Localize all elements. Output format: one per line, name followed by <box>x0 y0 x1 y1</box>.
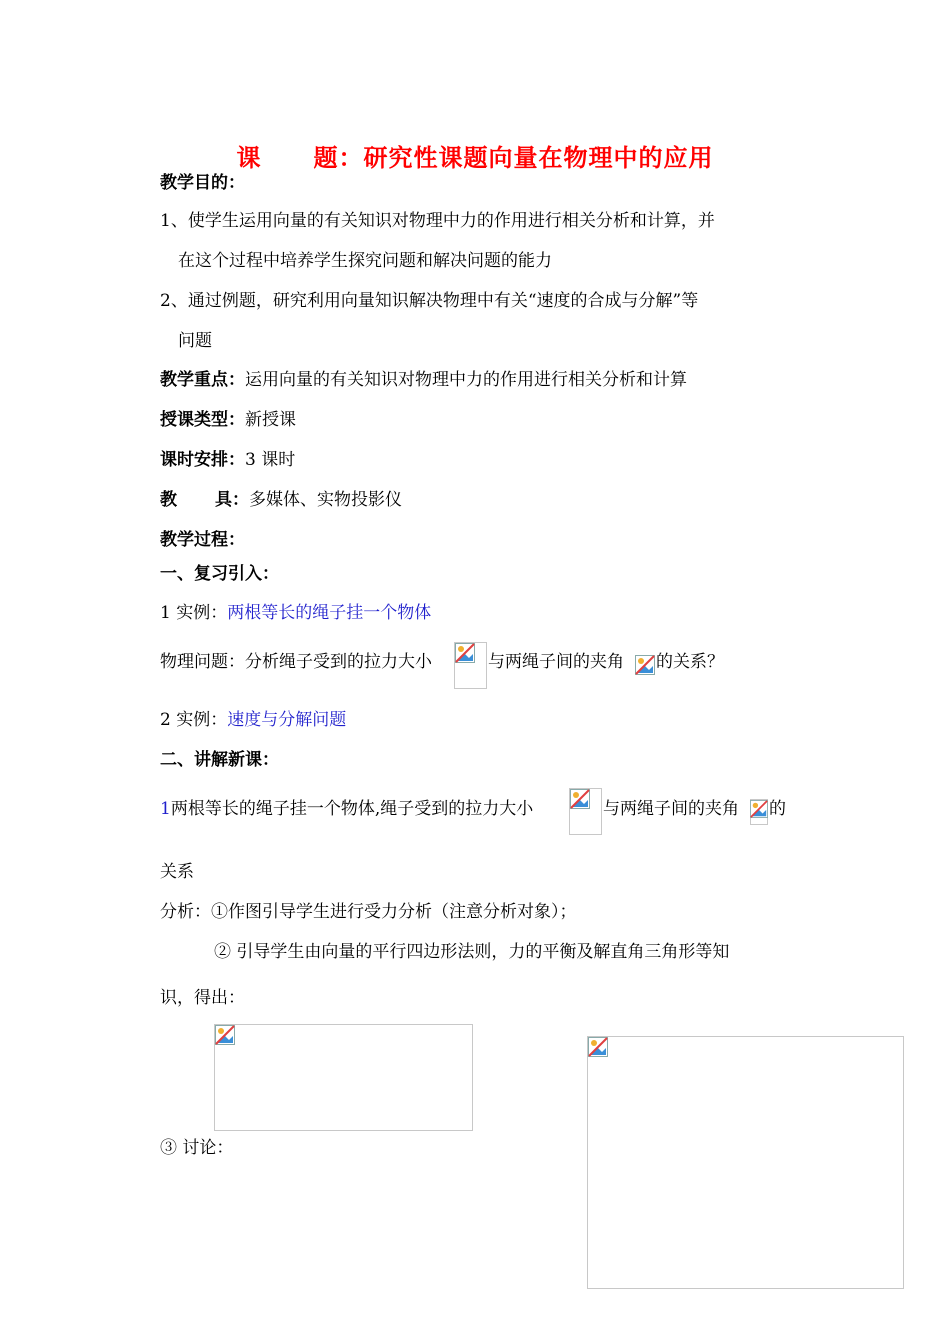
item-1-row-text-1 <box>160 797 533 821</box>
example-2-text: 速度与分解问题 <box>227 710 347 730</box>
lesson-type-row <box>160 408 296 432</box>
objective-2-line-1: 2、通过例题，研究利用向量知识解决物理中有关“速度的合成与分解”等 <box>160 291 699 311</box>
example-1-text: 两根等长的绳子挂一个物体 <box>227 603 432 623</box>
broken-image-icon <box>455 643 475 663</box>
lesson-type-text: 新授课 <box>245 410 296 430</box>
item-1-text-1: 两根等长的绳子挂一个物体,绳子受到的拉力大小 <box>170 799 534 819</box>
process-label: 教学过程： <box>160 530 245 550</box>
analysis-line-2-continuation: 识，得出： <box>160 988 245 1008</box>
broken-image-icon <box>750 800 768 818</box>
objective-2-line-2: 问题 <box>178 331 212 351</box>
tools-row <box>160 488 402 512</box>
schedule-row <box>160 448 295 472</box>
item-1-text-3: 的 <box>769 799 786 819</box>
broken-image-icon <box>215 1025 235 1045</box>
problem-row-text-1: 物理问题：分析绳子受到的拉力大小 <box>160 652 432 672</box>
focus-row <box>160 368 687 392</box>
broken-image-icon <box>588 1037 608 1057</box>
focus-label: 教学重点： <box>160 370 245 390</box>
example-2-prefix: 2 实例： <box>160 710 228 730</box>
item-1-number: 1 <box>160 799 171 819</box>
tools-label-a: 教 <box>160 490 177 510</box>
broken-image-icon <box>635 655 655 675</box>
analysis-line-1: 分析：①作图引导学生进行受力分析（注意分析对象）； <box>160 902 577 922</box>
tools-label-b: 具： <box>215 490 249 510</box>
figure-placeholder-right <box>587 1036 904 1289</box>
objectives-label: 教学目的： <box>160 173 245 193</box>
analysis-line-2: ② 引导学生由向量的平行四边形法则，力的平衡及解直角三角形等知 <box>214 942 730 962</box>
objective-1-line-1: 1、使学生运用向量的有关知识对物理中力的作用进行相关分析和计算，并 <box>160 211 715 231</box>
example-2-row <box>160 708 346 732</box>
lesson-type-label: 授课类型： <box>160 410 245 430</box>
example-1-row <box>160 601 431 625</box>
schedule-label: 课时安排： <box>160 450 245 470</box>
item-1-text-2: 与两绳子间的夹角 <box>603 799 739 819</box>
discussion-label: ③ 讨论： <box>160 1138 234 1158</box>
title-part-1: 课 <box>236 144 262 172</box>
tools-text: 多媒体、实物投影仪 <box>249 490 402 510</box>
problem-row-text-3: 的关系？ <box>656 652 724 672</box>
focus-text: 运用向量的有关知识对物理中力的作用进行相关分析和计算 <box>245 370 687 390</box>
objective-1-line-2: 在这个过程中培养学生探究问题和解决问题的能力 <box>178 251 552 271</box>
broken-image-icon <box>570 789 590 809</box>
example-1-prefix: 1 实例： <box>160 603 228 623</box>
problem-row-text-2: 与两绳子间的夹角 <box>488 652 624 672</box>
schedule-text: 3 课时 <box>245 450 296 470</box>
figure-placeholder-left <box>214 1024 473 1131</box>
section-2-heading: 二、讲解新课： <box>160 750 279 770</box>
section-1-heading: 一、复习引入： <box>160 564 279 584</box>
title-part-2: 题：研究性课题向量在物理中的应用 <box>313 144 714 172</box>
document-title <box>0 138 950 173</box>
item-1-continuation: 关系 <box>160 862 194 882</box>
